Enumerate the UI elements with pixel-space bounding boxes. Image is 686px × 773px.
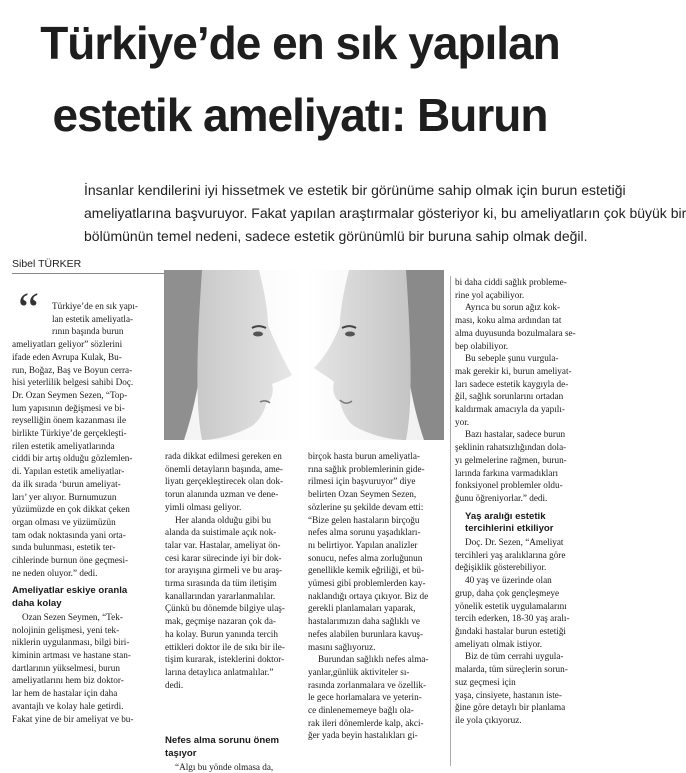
col1-line: ciddi bir artış olduğu gözlemlen-	[12, 453, 133, 464]
col4-line: Doç. Dr. Sezen, “Ameliyat	[465, 537, 564, 548]
col1-line: nolojinin gelişmesi, yeni tek-	[12, 624, 120, 635]
col1-line: ameliyatlarını hem biz doktor-	[12, 675, 124, 686]
col3-line: nı belirtiyor. Yapılan analizler	[308, 539, 418, 550]
col2-line: torun alanında uzman ve dene-	[165, 489, 279, 500]
col1-line: sında bulunması, estetik ter-	[12, 542, 116, 553]
col3-line: rak ileri dönemlerde kalp, akci-	[308, 717, 424, 728]
col1-line: da ilk sırada ‘burun ameliyat-	[12, 478, 121, 489]
col3-line: ğer yada beyin hastalıkları gi-	[308, 730, 418, 741]
col2-line: tırma sırasında da tüm iletişim	[165, 578, 277, 589]
col4-line: değişiklik gösterebiliyor.	[455, 562, 547, 573]
col1-line: niklerin uygulanması, bilgi biri-	[12, 637, 130, 648]
subheading: taşıyor	[165, 748, 197, 760]
col4-line: ları sadece estetik kaygıyla de-	[455, 378, 569, 389]
col3-line: naklandığı ortaya çıkıyor. Biz de	[308, 590, 429, 601]
spacer	[165, 691, 303, 735]
col4-line: tercih ederken, 18-30 yaş aralı-	[455, 613, 570, 624]
col3-line: ce dinlenememeye bağlı ola-	[308, 705, 414, 716]
col4-line: ğunu öğreniyorlar.” dedi.	[455, 492, 548, 503]
col3-line: genellikle kemik eğriliği, et bü-	[308, 565, 425, 576]
col4-line: Bazı hastalar, sadece burun	[465, 429, 566, 440]
col2-line: tişim kurarak, isteklerini doktor-	[165, 654, 285, 665]
col2-line: tor arayışına girmeli ve bu araş-	[165, 565, 283, 576]
subheading: Nefes alma sorunu önem	[165, 735, 280, 747]
column-3	[308, 450, 446, 742]
col2-line: rada dikkat edilmesi gereken en	[165, 451, 282, 461]
col2-line: talar var. Hastalar, ameliyat ön-	[165, 539, 281, 550]
col4-line: Ayrıca bu sorun ağız kok-	[465, 302, 561, 313]
col4-line: suz geçmesi için	[455, 676, 516, 687]
col1-line: reyselliğin önem kazanması ile	[12, 415, 127, 426]
col1-line: avantajlı ve kolay hale getirdi.	[12, 700, 124, 711]
col2-line: kanallarından yararlanmalılar.	[165, 590, 276, 601]
column-divider	[450, 276, 451, 766]
col4-line: yor.	[455, 416, 470, 427]
col3-line: rına sağlık problemlerinin gide-	[308, 463, 425, 474]
col4-line: ğil, sağlık sorunlarını ortadan	[455, 391, 564, 402]
col2-line: yimli olması geliyor.	[165, 501, 242, 512]
col3-line: nefes alabilen burunlara kavuş-	[308, 628, 424, 639]
column-4	[455, 276, 595, 727]
col3-line: Burundan sağlıklı nefes alma-	[318, 654, 429, 665]
col4-line: bep olabiliyor.	[455, 340, 509, 351]
col3-line: le gece horlamalara ve yeterin-	[308, 692, 422, 703]
col2-line: cesi karar sürecinde iyi bir dok-	[165, 552, 282, 563]
col4-line: ması, koku alma ardından tat	[455, 315, 562, 326]
col1-line: ameliyatları geliyor” sözlerini	[12, 339, 123, 350]
lead-line: İnsanlar kendilerini iyi hissetmek ve estetik bir görünüme sahip olmak için burun estetiği	[84, 182, 626, 198]
subheading: Yaş aralığı estetik	[465, 510, 546, 522]
subheading: Ameliyatlar eskiye oranla	[12, 585, 128, 597]
col3-line: nefes alma sorunu yaşadıkları-	[308, 527, 421, 538]
col4-line: mak gerekir ki, burun ameliyat-	[455, 365, 572, 376]
col1-line: ları’ yer alıyor. Burnumuzun	[12, 491, 117, 502]
col2-line: dedi.	[165, 679, 184, 690]
col4-line: 40 yaş ve üzerinde olan	[465, 575, 552, 586]
col3-line: “Bize gelen hastaların birçoğu	[308, 514, 420, 525]
col4-line: yı gelmelerine rağmen, burun-	[455, 454, 567, 465]
col1-line: rının başında burun	[52, 326, 124, 337]
col4-line: ameliyatı olmak istiyor.	[455, 638, 543, 649]
col1-line: ifade eden Avrupa Kulak, Bu-	[12, 351, 122, 362]
col3-line: belirten Ozan Seymen Sezen,	[308, 489, 417, 500]
col2-line: ha kolay. Burun yanında tercih	[165, 628, 278, 639]
lead-line: bölümünün temel nedeni, sadece estetik görünümlü bir buruna sahip olmak değil.	[84, 228, 588, 244]
col1-line: tam odak noktasında yani orta-	[12, 529, 126, 540]
col4-line: Biz de tüm cerrahi uygula-	[465, 651, 564, 662]
photo-two-faces	[164, 270, 444, 440]
col1-line: Dr. Ozan Seymen Sezen, “Top-	[12, 389, 128, 400]
col1-line: cihlerinde burnun öne geçmesi-	[12, 555, 129, 566]
headline-line-1: Türkiye’de en sık yapılan	[40, 17, 560, 69]
col3-line: yanlar,günlük aktiviteler sı-	[308, 666, 410, 677]
col4-line: Bu sebeple şunu vurgula-	[465, 353, 559, 364]
col4-line: malarda, tüm süreçlerin sorun-	[455, 664, 568, 675]
col2-line: alanda da suistimale açık nok-	[165, 527, 277, 538]
col4-line: grup, daha çok gençleşmeye	[455, 587, 560, 598]
col1-line: Fakat yine de bir ameliyat ve bu-	[12, 713, 134, 724]
col2-line: Çünkü bu dönemde bilgiye ulaş-	[165, 603, 285, 614]
col4-line: fonksiyonel problemler oldu-	[455, 480, 563, 491]
col3-line: gerekli planlamaları yaparak,	[308, 603, 416, 614]
col1-line: lan estetik ameliyatla-	[52, 313, 134, 324]
column-1	[12, 300, 160, 725]
col4-line: ğındaki hastalar burun estetiği	[455, 625, 566, 636]
col1-line: rilen estetik ameliyatlarında	[12, 440, 115, 451]
subheading: daha kolay	[12, 598, 62, 610]
col4-line: yönelik estetik uygulamalarını	[455, 600, 567, 611]
col1-line: lar hem de hastalar için daha	[12, 688, 118, 699]
headline-line-2: estetik ameliyatı: Burun	[52, 89, 548, 141]
col4-line: şeklinin rahatsızlığından dola-	[455, 442, 567, 453]
col1-line: hisi yeterlilik belgesi sahibi Doç.	[12, 377, 134, 388]
col2-line: “Algı bu yönde olmasa da,	[175, 761, 274, 772]
col2-line: mak, geçmişe nazaran çok da-	[165, 616, 276, 627]
col4-line: yaşa, cinsiyete, hastanın iste-	[455, 689, 562, 700]
col1-line: lum yapısının değişmesi ve bi-	[12, 402, 125, 413]
byline: Sibel TÜRKER	[12, 258, 82, 270]
col4-line: larında farkına varmadıkları	[455, 467, 559, 478]
col4-line: kaldırmak amacıyla da yapılı-	[455, 404, 565, 415]
col3-line: rilmesi için başvuruyor” diye	[308, 476, 416, 487]
col2-line: larına detaylıca anlatmalılar.”	[165, 666, 274, 677]
lead-line: ameliyatlarına başvuruyor. Fakat yapılan araştırmalar gösteriyor ki, bu ameliyatların çok büyük bir	[84, 205, 686, 221]
col1-line: kiminin artması ve hastane stan-	[12, 649, 131, 660]
col1-line: di. Yapılan estetik ameliyatlar-	[12, 466, 125, 477]
col1-line: organ olması ve yüzümüzün	[12, 516, 116, 527]
col3-line: masını sağlıyoruz.	[308, 641, 376, 652]
col2-line: önemli detayların başında, ame-	[165, 463, 283, 474]
quote-mark: “	[18, 283, 40, 336]
col4-line: rine yol açabiliyor.	[455, 289, 525, 300]
col3-line: yümesi gibi problemlerden kay-	[308, 578, 426, 589]
col1-line: birlikte Türkiye’de gerçekleşti-	[12, 428, 127, 439]
col3-line: hastalarımızın daha sağlıklı ve	[308, 616, 420, 627]
col4-line: bi daha ciddi sağlık probleme-	[455, 277, 567, 287]
col1-line: dartlarının yükselmesi, burun	[12, 662, 120, 673]
col3-line: birçok hasta burun ameliyatla-	[308, 451, 420, 461]
col4-line: ğine göre detaylı bir planlama	[455, 702, 566, 713]
col2-line: liyatı gerçekleştirecek olan dok-	[165, 476, 284, 487]
col1-line: yüzümüzde en çok dikkat çeken	[12, 504, 130, 515]
col1-line: Ozan Sezen Seymen, “Tek-	[22, 611, 123, 622]
col1-line: Türkiye’de en sık yapı-	[52, 301, 138, 311]
col2-line: Her alanda olduğu gibi bu	[175, 514, 271, 525]
col4-line: ile yola çıkıyoruz.	[455, 714, 522, 725]
col1-line: run, Boğaz, Baş ve Boyun cerra-	[12, 364, 133, 375]
column-2	[165, 450, 303, 773]
col3-line: rasında zorlanmalara ve özellik-	[308, 679, 427, 690]
col4-line: tercihleri yaş aralıklarına göre	[455, 549, 566, 560]
lead-paragraph	[84, 179, 686, 248]
col1-line: ne neden oluyor.” dedi.	[12, 567, 98, 578]
col2-line: ettikleri doktor ile de sıkı bir ile-	[165, 641, 285, 652]
col3-line: sözlerine şu şekilde devam etti:	[308, 501, 424, 512]
col3-line: sonucu, nefes alma zorluğunun	[308, 552, 423, 563]
col4-line: alma duyusunda bozulmalara se-	[455, 327, 576, 338]
subheading: tercihlerini etkiliyor	[465, 523, 554, 535]
